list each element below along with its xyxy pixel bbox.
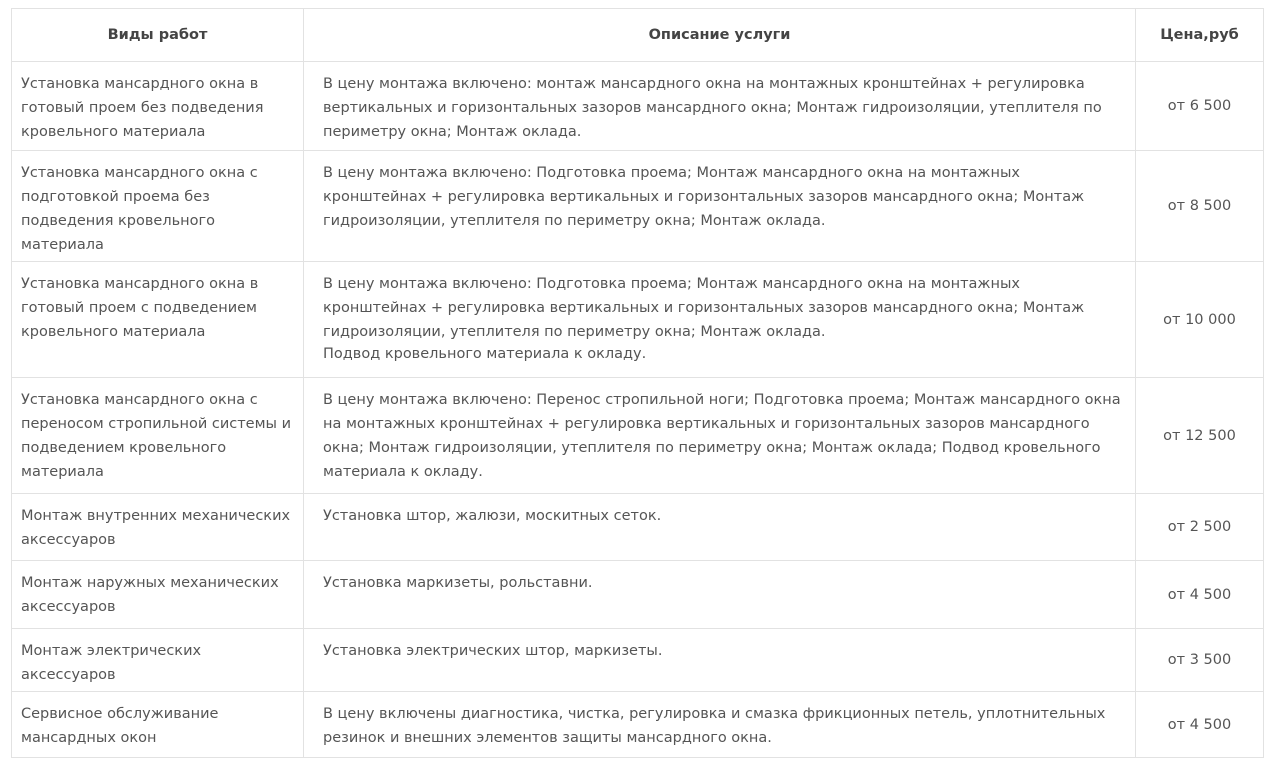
table-row xyxy=(12,62,1264,151)
header-work-type: Виды работ xyxy=(12,9,304,62)
description-cell: В цену монтажа включено: Перенос стропильной ноги; Подготовка проема; Монтаж мансардного окна на монтажных кронштейнах + регулировка вертикальных и горизонтальных зазоров мансардного окна; Монтаж гидроизоляции, утеплителя по периметру окна; Монтаж оклада; Подвод кровельного материала к окладу. xyxy=(304,378,1136,494)
description-cell: В цену включены диагностика, чистка, регулировка и смазка фрикционных петель, уплотнительных резинок и внешних элементов защиты мансардного окна. xyxy=(304,692,1136,758)
description-cell: Установка электрических штор, маркизеты. xyxy=(304,629,1136,692)
work-type-cell: Монтаж внутренних механических аксессуаров xyxy=(12,494,304,561)
table-row xyxy=(12,151,1264,262)
table-row xyxy=(12,262,1264,378)
price-table-container xyxy=(11,8,1263,758)
price-cell: от 3 500 xyxy=(1136,629,1264,692)
price-table xyxy=(11,8,1264,758)
work-type-cell: Установка мансардного окна в готовый проем без подведения кровельного материала xyxy=(12,62,304,151)
price-cell: от 10 000 xyxy=(1136,262,1264,378)
work-type-cell: Сервисное обслуживание мансардных окон xyxy=(12,692,304,758)
price-cell: от 4 500 xyxy=(1136,561,1264,629)
table-row xyxy=(12,561,1264,629)
description-cell: В цену монтажа включено: монтаж мансардного окна на монтажных кронштейнах + регулировка вертикальных и горизонтальных зазоров мансардного окна; Монтаж гидроизоляции, утеплителя по периметру окна; Монтаж оклада. xyxy=(304,62,1136,151)
header-price: Цена,руб xyxy=(1136,9,1264,62)
price-cell: от 4 500 xyxy=(1136,692,1264,758)
description-cell: Установка штор, жалюзи, москитных сеток. xyxy=(304,494,1136,561)
price-cell: от 8 500 xyxy=(1136,151,1264,262)
table-row xyxy=(12,494,1264,561)
description-cell: Установка маркизеты, рольставни. xyxy=(304,561,1136,629)
work-type-cell: Установка мансардного окна в готовый проем с подведением кровельного материала xyxy=(12,262,304,378)
table-row xyxy=(12,378,1264,494)
work-type-cell: Установка мансардного окна с подготовкой проема без подведения кровельного материала xyxy=(12,151,304,262)
table-row xyxy=(12,692,1264,758)
price-cell: от 12 500 xyxy=(1136,378,1264,494)
work-type-cell: Установка мансардного окна с переносом стропильной системы и подведением кровельного материала xyxy=(12,378,304,494)
header-description: Описание услуги xyxy=(304,9,1136,62)
description-text: В цену монтажа включено: Подготовка проема; Монтаж мансардного окна на монтажных кронштейнах + регулировка вертикальных и горизонтальных зазоров мансардного окна; Монтаж гидроизоляции, утеплителя по периметру окна; Монтаж оклада. xyxy=(323,276,1085,340)
price-cell: от 2 500 xyxy=(1136,494,1264,561)
price-cell: от 6 500 xyxy=(1136,62,1264,151)
work-type-cell: Монтаж наружных механических аксессуаров xyxy=(12,561,304,629)
description-extra-text: Подвод кровельного материала к окладу. xyxy=(323,346,647,362)
table-row xyxy=(12,629,1264,692)
description-cell xyxy=(304,262,1136,378)
work-type-cell: Монтаж электрических аксессуаров xyxy=(12,629,304,692)
table-header-row xyxy=(12,9,1264,62)
description-cell: В цену монтажа включено: Подготовка проема; Монтаж мансардного окна на монтажных кронштейнах + регулировка вертикальных и горизонтальных зазоров мансардного окна; Монтаж гидроизоляции, утеплителя по периметру окна; Монтаж оклада. xyxy=(304,151,1136,262)
